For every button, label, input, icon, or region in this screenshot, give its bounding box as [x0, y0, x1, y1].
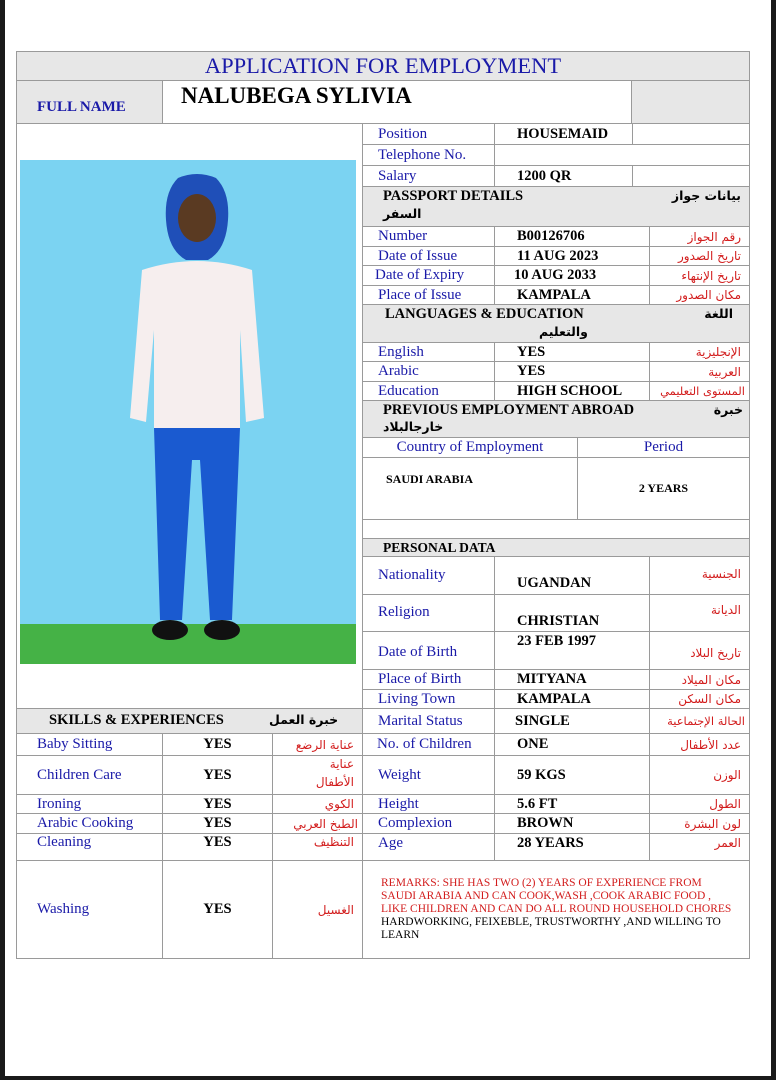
- issue-date-label-cell: [363, 247, 495, 266]
- salary-value: 1200 QR: [517, 167, 572, 184]
- issue-date-value: 11 AUG 2023: [517, 247, 599, 264]
- application-form: [5, 0, 771, 1076]
- spacer-cell: [363, 520, 750, 539]
- period-label-cell: [578, 438, 750, 458]
- english-value-cell: [495, 343, 650, 362]
- expiry-date-label-cell: [363, 266, 495, 286]
- telephone-label-cell: [363, 145, 495, 166]
- salary-value-cell: [495, 166, 633, 187]
- expiry-date-value-cell: [495, 266, 650, 286]
- passport-number-label: Number: [378, 228, 428, 244]
- baby-sitting-label: Baby Sitting: [37, 736, 113, 752]
- telephone-value-cell: [495, 145, 750, 166]
- passport-number-value: B00126706: [517, 228, 585, 244]
- issue-date-ar: تاريخ الصدور: [678, 249, 741, 263]
- arabic-cooking-ar-cell: [273, 814, 363, 834]
- education-value: HIGH SCHOOL: [517, 382, 623, 399]
- children-count-label-cell: [363, 734, 495, 756]
- religion-ar: الديانة: [710, 603, 741, 617]
- full-name-label: FULL NAME: [37, 98, 126, 115]
- full-name-value: NALUBEGA SYLIVIA: [181, 83, 412, 108]
- weight-value-cell: [495, 756, 650, 795]
- education-ar: المستوى التعليمي: [660, 384, 745, 398]
- cleaning-value: YES: [203, 834, 232, 850]
- ironing-value: YES: [203, 795, 232, 812]
- height-value-cell: [495, 795, 650, 814]
- weight-label-cell: [363, 756, 495, 795]
- place-of-birth-value: MITYANA: [517, 671, 587, 687]
- dob-ar: تاريخ البلاد: [690, 646, 741, 660]
- baby-sitting-label-cell: [16, 734, 163, 756]
- marital-status-ar: الحالة الإجتماعية: [667, 714, 745, 728]
- arabic-ar: العربية: [708, 364, 741, 379]
- passport-header-cell: [363, 187, 750, 227]
- complexion-value-cell: [495, 814, 650, 834]
- passport-number-ar: رقم الجواز: [687, 229, 741, 244]
- children-count-ar-cell: [650, 734, 750, 756]
- cleaning-value-cell: [163, 834, 273, 861]
- arabic-cooking-label-cell: [16, 814, 163, 834]
- remarks-cell: [363, 861, 750, 959]
- baby-sitting-value: YES: [203, 736, 232, 752]
- living-town-value-cell: [495, 690, 650, 709]
- weight-value: 59 KGS: [517, 766, 566, 783]
- age-value-cell: [495, 834, 650, 861]
- salary-label: Salary: [378, 167, 417, 184]
- marital-status-value: SINGLE: [515, 712, 570, 729]
- previous-employment-header-cell: [363, 401, 750, 438]
- height-value: 5.6 FT: [517, 795, 558, 812]
- applicant-photo: [20, 160, 356, 664]
- arabic-label: Arabic: [378, 363, 419, 379]
- marital-status-value-cell: [495, 709, 650, 734]
- age-ar-cell: [650, 834, 750, 861]
- arabic-cooking-ar: الطبخ العربي: [293, 816, 358, 831]
- complexion-label: Complexion: [378, 815, 453, 831]
- salary-label-cell: [363, 166, 495, 187]
- dob-value: 23 FEB 1997: [517, 633, 596, 649]
- dob-label-cell: [363, 632, 495, 670]
- place-of-birth-ar-cell: [650, 670, 750, 690]
- children-care-ar-2: الأطفال: [315, 775, 354, 789]
- english-ar: الإنجليزية: [695, 345, 741, 359]
- place-of-issue-label-cell: [363, 286, 495, 305]
- remarks-label: REMARKS:: [381, 877, 440, 889]
- previous-employment-header-ar-2: خارجالبلاد: [383, 419, 444, 434]
- previous-employment-header: PREVIOUS EMPLOYMENT ABROAD: [383, 402, 635, 418]
- height-ar-cell: [650, 795, 750, 814]
- dob-value-cell: [495, 632, 650, 670]
- previous-employment-header-ar-1: خبرة: [713, 402, 743, 417]
- children-care-label: Children Care: [37, 766, 122, 783]
- languages-header-ar-1: اللغة: [704, 306, 733, 321]
- dob-ar-cell: [650, 632, 750, 670]
- place-of-issue-ar-cell: [650, 286, 750, 305]
- age-value: 28 YEARS: [517, 835, 584, 851]
- age-label-cell: [363, 834, 495, 861]
- religion-label: Religion: [378, 604, 430, 620]
- remarks-text: [363, 877, 749, 942]
- position-label: Position: [378, 125, 428, 142]
- passport-header: PASSPORT DETAILS: [383, 188, 524, 204]
- ironing-ar-cell: [273, 795, 363, 814]
- nationality-value: UGANDAN: [517, 575, 592, 591]
- telephone-label: Telephone No.: [378, 146, 467, 163]
- full-name-cell: [163, 81, 632, 124]
- form-title: APPLICATION FOR EMPLOYMENT: [204, 53, 562, 78]
- children-care-value-cell: [163, 756, 273, 795]
- period-label: Period: [643, 439, 684, 455]
- arabic-cooking-label: Arabic Cooking: [37, 815, 134, 831]
- person-figure: [20, 160, 356, 664]
- nationality-label-cell: [363, 557, 495, 595]
- marital-status-ar-cell: [650, 709, 750, 734]
- country-value: SAUDI ARABIA: [386, 472, 474, 486]
- languages-header: LANGUAGES & EDUCATION: [385, 306, 584, 322]
- skills-header-ar: خبرة العمل: [269, 712, 339, 727]
- marital-status-label-cell: [363, 709, 495, 734]
- ironing-value-cell: [163, 795, 273, 814]
- expiry-date-ar: تاريخ الإنتهاء: [681, 268, 741, 283]
- position-label-cell: [363, 124, 495, 145]
- height-ar: الطول: [709, 797, 741, 811]
- ironing-label-cell: [16, 795, 163, 814]
- cleaning-ar: التنظيف: [313, 835, 354, 849]
- english-label-cell: [363, 343, 495, 362]
- remarks-text-black: HARDWORKING, FEIXEBLE, TRUSTWORTHY ,AND WILLING TO LEARN: [381, 916, 721, 941]
- position-value: HOUSEMAID: [517, 125, 609, 142]
- position-extra-cell: [633, 124, 750, 145]
- nationality-value-cell: [495, 557, 650, 595]
- children-count-value: ONE: [517, 736, 549, 752]
- nationality-ar-cell: [650, 557, 750, 595]
- nationality-ar: الجنسية: [701, 567, 741, 581]
- place-of-birth-label: Place of Birth: [378, 671, 462, 687]
- weight-ar-cell: [650, 756, 750, 795]
- issue-date-value-cell: [495, 247, 650, 266]
- ironing-ar: الكوي: [324, 797, 354, 811]
- washing-label-cell: [16, 861, 163, 959]
- full-name-label-cell: [16, 81, 163, 124]
- religion-label-cell: [363, 595, 495, 632]
- expiry-date-label: Date of Expiry: [375, 267, 465, 283]
- washing-ar: الغسيل: [317, 902, 354, 917]
- issue-date-ar-cell: [650, 247, 750, 266]
- personal-data-header-cell: [363, 539, 750, 557]
- living-town-ar-cell: [650, 690, 750, 709]
- country-of-employment-label-cell: [363, 438, 578, 458]
- age-ar: العمر: [714, 836, 741, 850]
- country-of-employment-label: Country of Employment: [396, 439, 544, 455]
- place-of-issue-value: KAMPALA: [517, 286, 591, 303]
- education-value-cell: [495, 382, 650, 401]
- arabic-cooking-value: YES: [203, 815, 232, 831]
- expiry-date-ar-cell: [650, 266, 750, 286]
- living-town-label-cell: [363, 690, 495, 709]
- children-care-value: YES: [203, 766, 232, 783]
- english-value: YES: [517, 343, 546, 360]
- dob-label: Date of Birth: [378, 644, 458, 660]
- place-of-birth-ar: مكان الميلاد: [681, 672, 741, 687]
- nationality-label: Nationality: [378, 567, 446, 583]
- religion-value-cell: [495, 595, 650, 632]
- children-care-ar-1: عناية: [329, 757, 354, 771]
- arabic-cooking-value-cell: [163, 814, 273, 834]
- salary-extra-cell: [633, 166, 750, 187]
- washing-ar-cell: [273, 861, 363, 959]
- full-name-extra-cell: [632, 81, 750, 124]
- passport-number-value-cell: [495, 227, 650, 247]
- english-ar-cell: [650, 343, 750, 362]
- cleaning-ar-cell: [273, 834, 363, 861]
- form-title-cell: [16, 51, 750, 81]
- baby-sitting-value-cell: [163, 734, 273, 756]
- washing-value: YES: [203, 901, 232, 917]
- education-ar-cell: [650, 382, 750, 401]
- cleaning-label: Cleaning: [37, 834, 92, 850]
- washing-value-cell: [163, 861, 273, 959]
- children-care-ar-cell: [273, 756, 363, 795]
- living-town-ar: مكان السكن: [678, 692, 741, 706]
- height-label: Height: [378, 795, 419, 812]
- issue-date-label: Date of Issue: [378, 247, 458, 264]
- passport-number-label-cell: [363, 227, 495, 247]
- complexion-label-cell: [363, 814, 495, 834]
- complexion-ar: لون البشرة: [684, 816, 741, 831]
- languages-header-ar-2: والتعليم: [539, 324, 588, 339]
- remarks-text-red: SHE HAS TWO (2) YEARS OF EXPERIENCE FROM SAUDI ARABIA AND CAN COOK,WASH ,COOK ARABIC FOOD , LIKE CHILDREN AND CAN DO ALL ROUND HOUSEHOLD CHORES: [381, 877, 732, 915]
- arabic-value-cell: [495, 362, 650, 382]
- skills-header-cell: [16, 709, 363, 734]
- country-value-cell: [363, 458, 578, 520]
- period-value: 2 YEARS: [638, 481, 689, 495]
- age-label: Age: [378, 835, 403, 851]
- arabic-value: YES: [517, 363, 546, 379]
- baby-sitting-ar: عناية الرضع: [295, 737, 354, 752]
- religion-value: CHRISTIAN: [517, 613, 600, 629]
- passport-header-ar-2: السفر: [383, 206, 422, 221]
- cleaning-label-cell: [16, 834, 163, 861]
- weight-label: Weight: [378, 766, 421, 783]
- washing-label: Washing: [37, 901, 90, 917]
- skills-header: SKILLS & EXPERIENCES: [49, 712, 224, 728]
- place-of-issue-label: Place of Issue: [378, 286, 462, 303]
- english-label: English: [378, 343, 424, 360]
- position-value-cell: [495, 124, 633, 145]
- languages-header-cell: [363, 305, 750, 343]
- complexion-value: BROWN: [517, 815, 574, 831]
- personal-data-header: PERSONAL DATA: [383, 539, 496, 555]
- children-count-label: No. of Children: [377, 736, 472, 752]
- period-value-cell: [578, 458, 750, 520]
- ironing-label: Ironing: [37, 795, 82, 812]
- living-town-label: Living Town: [378, 690, 456, 707]
- arabic-ar-cell: [650, 362, 750, 382]
- place-of-issue-ar: مكان الصدور: [676, 288, 741, 302]
- height-label-cell: [363, 795, 495, 814]
- passport-number-ar-cell: [650, 227, 750, 247]
- expiry-date-value: 10 AUG 2033: [514, 267, 597, 283]
- passport-header-ar-1: بيانات جواز: [671, 188, 741, 203]
- complexion-ar-cell: [650, 814, 750, 834]
- place-of-issue-value-cell: [495, 286, 650, 305]
- living-town-value: KAMPALA: [517, 690, 591, 707]
- place-of-birth-label-cell: [363, 670, 495, 690]
- place-of-birth-value-cell: [495, 670, 650, 690]
- children-care-label-cell: [16, 756, 163, 795]
- children-count-ar: عدد الأطفال: [680, 737, 741, 752]
- arabic-label-cell: [363, 362, 495, 382]
- children-count-value-cell: [495, 734, 650, 756]
- education-label: Education: [378, 382, 439, 399]
- baby-sitting-ar-cell: [273, 734, 363, 756]
- religion-ar-cell: [650, 595, 750, 632]
- marital-status-label: Marital Status: [378, 712, 463, 729]
- education-label-cell: [363, 382, 495, 401]
- weight-ar: الوزن: [713, 768, 741, 782]
